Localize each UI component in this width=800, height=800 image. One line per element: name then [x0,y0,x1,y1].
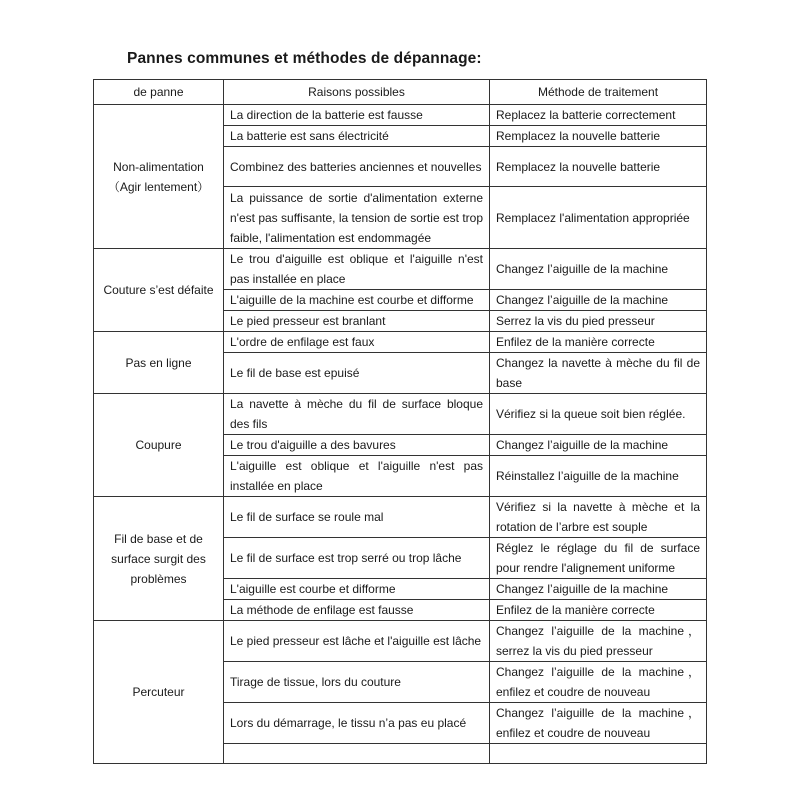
category-line: problèmes [130,571,187,586]
fix-cell: Changez la navette à mèche du fil de base [490,353,707,394]
cause-cell: Le fil de base est epuisé [224,353,490,394]
category-line: Couture s’est défaite [103,283,214,297]
table-row [94,332,707,353]
fix-cell: Changez l’aiguille de la machine [490,249,707,290]
fix-cell: Remplacez la nouvelle batterie [490,147,707,187]
cause-cell: L'aiguille est courbe et difforme [224,579,490,600]
cause-cell: L'aiguille est oblique et l'aiguille n'est pas installée en place [224,456,490,497]
category-line: （Agir lentement） [107,179,210,194]
cause-cell: Combinez des batteries anciennes et nouvelles [224,147,490,187]
cause-cell: L'aiguille de la machine est courbe et difforme [224,290,490,311]
category-line: Coupure [135,438,182,452]
category-line: Fil de base et de [114,531,203,546]
table-header-row [94,80,707,105]
fix-cell: Enfilez de la manière correcte [490,332,707,353]
cause-cell: Lors du démarrage, le tissu n’a pas eu placé [224,703,490,744]
cause-cell: Le pied presseur est branlant [224,311,490,332]
cause-cell: Le trou d'aiguille a des bavures [224,435,490,456]
panne-category [94,497,224,621]
cause-cell [224,744,490,764]
page-title: Pannes communes et méthodes de dépannage: [127,50,482,67]
fix-cell: Changez l’aiguille de la machine， enfilez et coudre de nouveau [490,703,707,744]
fix-cell: Remplacez l'alimentation appropriée [490,187,707,249]
fix-cell: Changez l’aiguille de la machine [490,579,707,600]
fix-cell: Remplacez la nouvelle batterie [490,126,707,147]
cause-cell: Le pied presseur est lâche et l'aiguille est lâche [224,621,490,662]
fix-cell: Serrez la vis du pied presseur [490,311,707,332]
fix-cell: Réglez le réglage du fil de surface pour rendre l'alignement uniforme [490,538,707,579]
table-row [94,105,707,126]
cause-cell: La navette à mèche du fil de surface bloque des fils [224,394,490,435]
header-methode: Méthode de traitement [490,80,707,105]
cause-cell: Le fil de surface est trop serré ou trop lâche [224,538,490,579]
panne-category [94,105,224,249]
cause-cell: Le trou d'aiguille est oblique et l'aiguille n'est pas installée en place [224,249,490,290]
fix-cell: Vérifiez si la navette à mèche et la rotation de l’arbre est souple [490,497,707,538]
table-row [94,394,707,435]
table-row [94,249,707,290]
table-row [94,621,707,662]
panne-category [94,249,224,332]
header-raisons: Raisons possibles [224,80,490,105]
cause-cell: Tirage de tissue, lors du couture [224,662,490,703]
troubleshooting-table [93,79,707,764]
fix-cell: Changez l’aiguille de la machine， enfilez et coudre de nouveau [490,662,707,703]
category-line: Pas en ligne [125,355,192,370]
category-line: Percuteur [132,685,185,699]
cause-cell: La puissance de sortie d'alimentation externe n'est pas suffisante, la tension de sortie est trop faible, l'alimentation est endommagée [224,187,490,249]
panne-category [94,394,224,497]
cause-cell: La méthode de enfilage est fausse [224,600,490,621]
header-panne: de panne [94,80,224,105]
fix-cell: Replacez la batterie correctement [490,105,707,126]
category-line: surface surgit des [111,551,206,566]
fix-cell: Enfilez de la manière correcte [490,600,707,621]
fix-cell: Changez l’aiguille de la machine [490,435,707,456]
fix-cell: Réinstallez l’aiguille de la machine [490,456,707,497]
cause-cell: La direction de la batterie est fausse [224,105,490,126]
cause-cell: La batterie est sans électricité [224,126,490,147]
panne-category [94,621,224,764]
fix-cell [490,744,707,764]
fix-cell: Changez l’aiguille de la machine [490,290,707,311]
fix-cell: Vérifiez si la queue soit bien réglée. [490,394,707,435]
fix-cell: Changez l’aiguille de la machine， serrez la vis du pied presseur [490,621,707,662]
cause-cell: Le fil de surface se roule mal [224,497,490,538]
cause-cell: L'ordre de enfilage est faux [224,332,490,353]
category-line: Non-alimentation [113,159,204,174]
table-row [94,497,707,538]
panne-category [94,332,224,394]
